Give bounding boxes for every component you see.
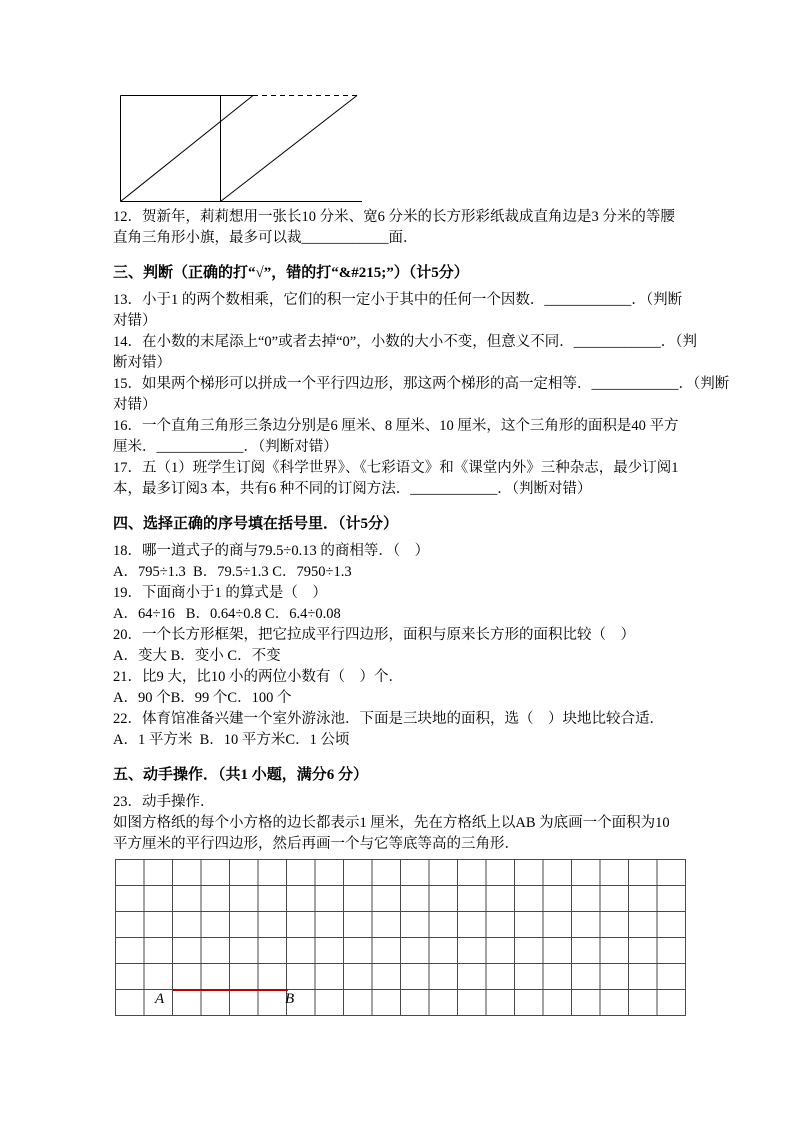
question-17 [113, 458, 693, 500]
section-judge-heading: 三、判断（正确的打“√”，错的打“&#215;”）（计5分） [113, 265, 469, 281]
question-17-line-1: 17．五（1）班学生订阅《科学世界》、《七彩语文》和《课堂内外》三种杂志，最少订阅1 [113, 460, 679, 476]
question-18-line-1: 18．哪一道式子的商与79.5÷0.13 的商相等．（ ） [113, 543, 430, 559]
question-18 [113, 541, 693, 583]
question-18-options: A．795÷1.3 B．79.5÷1.3 C．7950÷1.3 [113, 564, 352, 580]
page-content [113, 95, 730, 1016]
section-operation-heading: 五、动手操作．（共1 小题，满分6 分） [113, 767, 369, 783]
question-16-line-1: 16．一个直角三角形三条边分别是6 厘米、8 厘米、10 厘米，这个三角形的面积是40 平方 [113, 418, 679, 434]
label-a: A [155, 991, 165, 1007]
question-23-line-2: 如图方格纸的每个小方格的边长都表示1 厘米，先在方格纸上以AB 为底画一个面积为10 [113, 815, 670, 831]
question-12-line-1: 12．贺新年，莉莉想用一张长10 分米、宽6 分米的长方形彩纸裁成直角边是3 分米的等腰 [113, 209, 675, 225]
question-19-options: A．64÷16 B．0.64÷0.8 C．6.4÷0.08 [113, 606, 341, 622]
question-12 [113, 207, 693, 249]
question-12-line-2: 直角三角形小旗，最多可以裁____________面． [113, 230, 418, 246]
question-13 [113, 290, 693, 332]
question-21-line-1: 21．比9 大，比10 小的两位小数有（ ）个． [113, 669, 403, 685]
parallelogram-rectangle-figure [120, 95, 365, 203]
question-23 [113, 792, 693, 855]
question-22 [113, 709, 693, 751]
question-15-line-1: 15．如果两个梯形可以拼成一个平行四边形，那这两个梯形的高一定相等．____________．（判断 [113, 376, 730, 392]
question-14-line-2: 断对错） [113, 355, 171, 371]
question-22-options: A．1 平方米 B．10 平方米C．1 公顷 [113, 732, 350, 748]
segment-ab [173, 989, 288, 991]
question-13-line-2: 对错） [113, 313, 157, 329]
question-19 [113, 583, 693, 625]
question-14 [113, 332, 697, 374]
question-14-line-1: 14．在小数的末尾添上“0”或者去掉“0”，小数的大小不变，但意义不同．____________．（判 [113, 334, 697, 350]
question-20-options: A．变大 B．变小 C．不变 [113, 648, 281, 664]
question-23-line-1: 23．动手操作． [113, 794, 215, 810]
question-13-line-1: 13．小于1 的两个数相乘，它们的积一定小于其中的任何一个因数．____________．（判断 [113, 292, 683, 308]
question-16-line-2: 厘米．____________．（判断对错） [113, 439, 338, 455]
figure-diagonal-right [221, 96, 358, 202]
question-15-line-2: 对错） [113, 397, 157, 413]
question-17-line-2: 本，最多订阅3 本，共有6 种不同的订阅方法．____________．（判断对错） [113, 481, 592, 497]
figure-diagonal-left [121, 96, 254, 202]
question-20-line-1: 20．一个长方形框架，把它拉成平行四边形，面积与原来长方形的面积比较（ ） [113, 627, 635, 643]
question-21-options: A．90 个B．99 个C．100 个 [113, 690, 292, 706]
question-22-line-1: 22．体育馆准备兴建一个室外游泳池．下面是三块地的面积，选（ ）块地比较合适． [113, 711, 664, 727]
section-choice-heading: 四、选择正确的序号填在括号里．（计5分） [113, 516, 399, 532]
question-23-line-3: 平方厘米的平行四边形，然后再画一个与它等底等高的三角形． [113, 836, 519, 852]
question-15 [113, 374, 730, 416]
label-b: B [285, 991, 295, 1007]
question-16 [113, 416, 693, 458]
question-21 [113, 667, 693, 709]
question-20 [113, 625, 693, 667]
question-19-line-1: 19．下面商小于1 的算式是（ ） [113, 585, 327, 601]
grid-paper [115, 859, 686, 1016]
